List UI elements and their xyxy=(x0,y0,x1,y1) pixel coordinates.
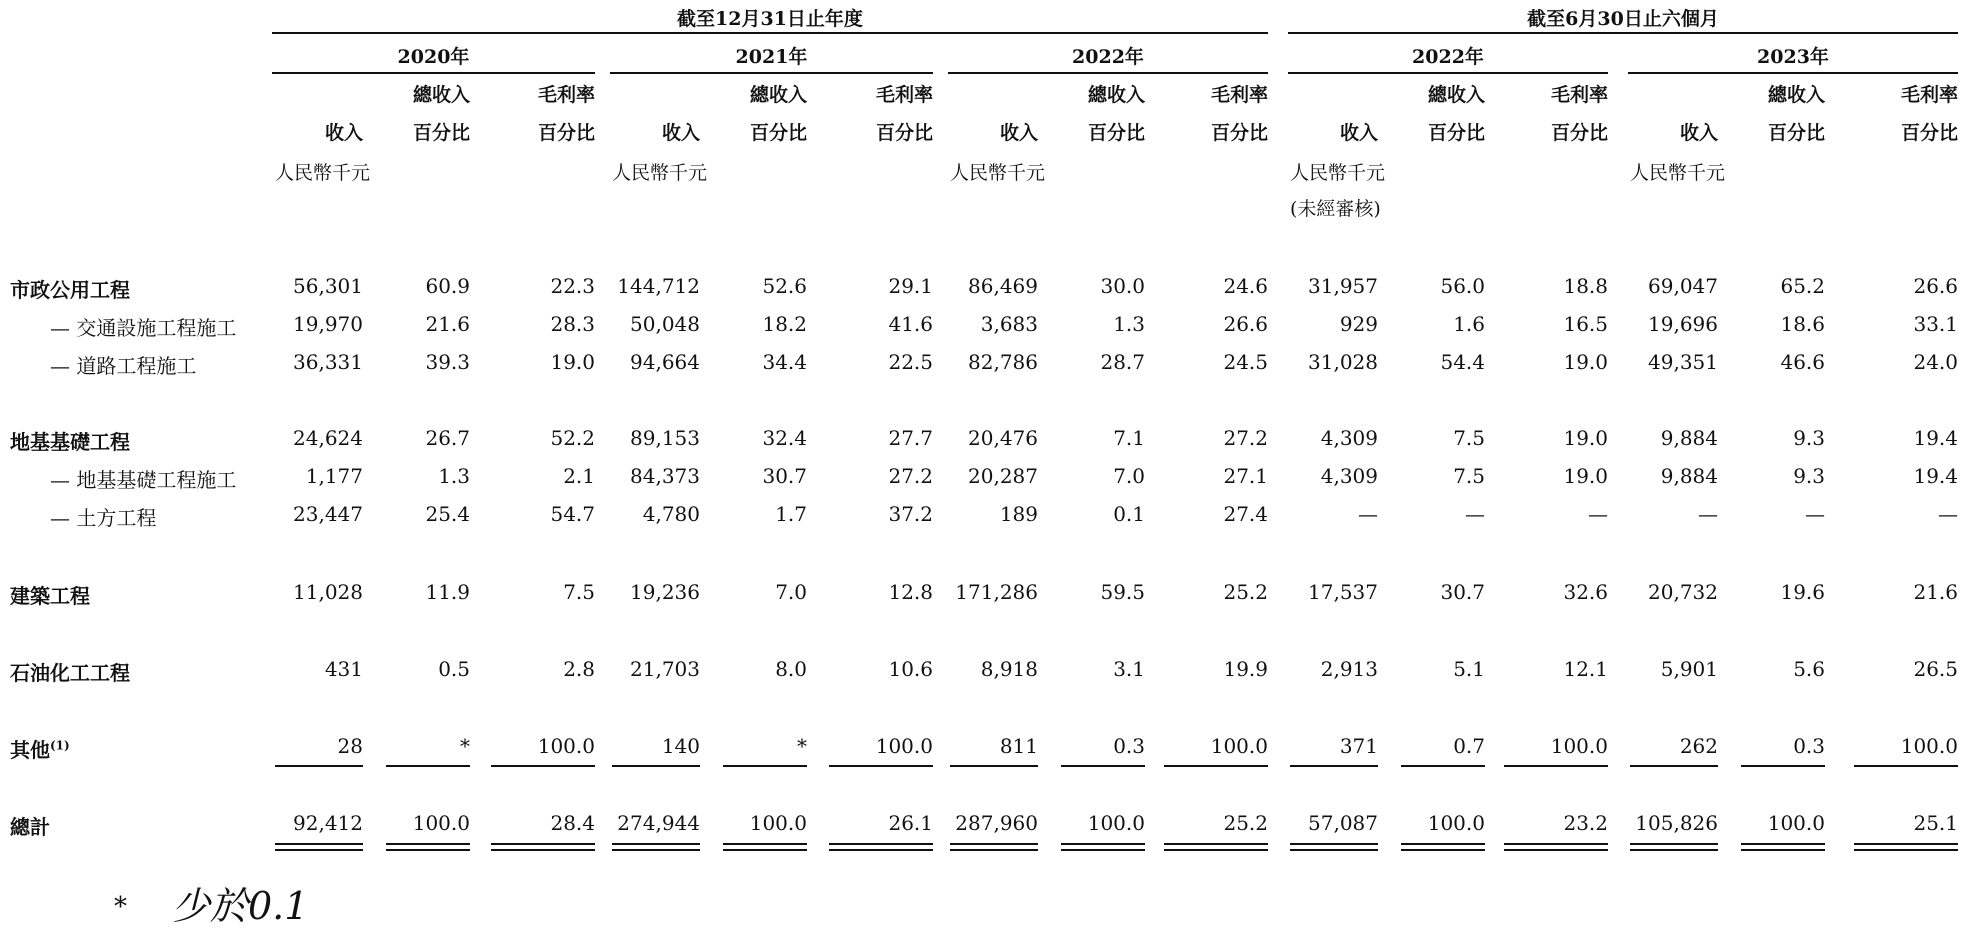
table-cell: 1,177 xyxy=(305,464,363,488)
table-cell: 4,309 xyxy=(1320,426,1378,450)
year-header-2022-interim: 2022年 xyxy=(1412,46,1484,68)
table-cell: * xyxy=(460,734,470,758)
year-rule-2023-interim xyxy=(1628,72,1958,74)
footnote-reference: (1) xyxy=(50,738,70,753)
total-double-rule xyxy=(1741,849,1825,851)
table-cell: 65.2 xyxy=(1780,274,1825,298)
row-label: — 地基基礎工程施工 xyxy=(50,468,237,492)
table-cell: 0.1 xyxy=(1113,502,1145,526)
col-header-gross-margin: 百分比 xyxy=(1210,122,1268,144)
col-header-pct-total: 百分比 xyxy=(1767,122,1825,144)
total-double-rule xyxy=(829,843,933,845)
table-cell: 371 xyxy=(1339,734,1378,758)
table-cell: 3.1 xyxy=(1113,657,1145,681)
subtotal-rule xyxy=(1741,765,1825,767)
table-cell: 94,664 xyxy=(630,350,700,374)
table-cell: 100.0 xyxy=(412,811,470,835)
table-cell: 84,373 xyxy=(630,464,700,488)
table-cell: 50,048 xyxy=(630,312,700,336)
header-rule-annual xyxy=(272,32,1268,34)
table-cell: 262 xyxy=(1679,734,1718,758)
total-double-rule xyxy=(1061,843,1145,845)
table-cell: 56,301 xyxy=(293,274,363,298)
table-cell: 0.3 xyxy=(1793,734,1825,758)
total-double-rule xyxy=(1164,849,1268,851)
footnote-symbol: * xyxy=(114,892,127,922)
subtotal-rule xyxy=(829,765,933,767)
total-double-rule xyxy=(1741,843,1825,845)
table-cell: 29.1 xyxy=(888,274,933,298)
table-cell: — xyxy=(1938,502,1958,526)
unit-label-2022-interim: 人民幣千元 xyxy=(1290,162,1386,184)
table-cell: 12.8 xyxy=(888,580,933,604)
col-header-pct-total: 百分比 xyxy=(1427,122,1485,144)
row-label: 其他$^{(1)}$ xyxy=(10,738,70,762)
table-cell: 22.3 xyxy=(550,274,595,298)
table-cell: 11,028 xyxy=(293,580,363,604)
col-header-gross-margin: 毛利率 xyxy=(1210,84,1268,106)
total-double-rule xyxy=(1164,843,1268,845)
table-cell: — xyxy=(1698,502,1718,526)
total-double-rule xyxy=(1290,849,1378,851)
table-cell: 27.4 xyxy=(1223,502,1268,526)
col-header-revenue: 收入 xyxy=(1339,122,1378,144)
table-cell: 100.0 xyxy=(875,734,933,758)
table-cell: 52.6 xyxy=(762,274,807,298)
year-header-2022: 2022年 xyxy=(1072,46,1144,68)
unit-label-2020: 人民幣千元 xyxy=(275,162,371,184)
subtotal-rule xyxy=(386,765,470,767)
table-cell: 100.0 xyxy=(1210,734,1268,758)
total-double-rule xyxy=(1290,843,1378,845)
col-header-pct-total: 百分比 xyxy=(412,122,470,144)
year-rule-2022-interim xyxy=(1288,72,1608,74)
total-double-rule xyxy=(1630,849,1718,851)
table-cell: 19.0 xyxy=(1563,350,1608,374)
table-cell: 5.1 xyxy=(1453,657,1485,681)
table-cell: 19.4 xyxy=(1913,464,1958,488)
total-double-rule xyxy=(950,843,1038,845)
table-cell: 811 xyxy=(999,734,1038,758)
table-cell: 9.3 xyxy=(1793,464,1825,488)
total-double-rule xyxy=(1401,849,1485,851)
table-cell: 5.6 xyxy=(1793,657,1825,681)
total-double-rule xyxy=(950,849,1038,851)
table-cell: 7.5 xyxy=(1453,464,1485,488)
table-cell: 100.0 xyxy=(537,734,595,758)
table-cell: 7.0 xyxy=(1113,464,1145,488)
table-cell: 274,944 xyxy=(617,811,700,835)
table-cell: 16.5 xyxy=(1563,312,1608,336)
table-cell: 7.5 xyxy=(1453,426,1485,450)
table-cell: 100.0 xyxy=(1550,734,1608,758)
year-rule-2021 xyxy=(610,72,933,74)
table-cell: 27.2 xyxy=(888,464,933,488)
table-cell: 52.2 xyxy=(550,426,595,450)
table-cell: 105,826 xyxy=(1635,811,1718,835)
col-header-gross-margin: 百分比 xyxy=(537,122,595,144)
table-cell: 24.0 xyxy=(1913,350,1958,374)
table-cell: 20,732 xyxy=(1648,580,1718,604)
table-cell: 39.3 xyxy=(425,350,470,374)
table-cell: * xyxy=(797,734,807,758)
table-cell: 19,236 xyxy=(630,580,700,604)
year-rule-2020 xyxy=(272,72,595,74)
table-cell: 82,786 xyxy=(968,350,1038,374)
period-interim-header: 截至6月30日止六個月 xyxy=(1527,8,1719,30)
table-cell: 929 xyxy=(1339,312,1378,336)
table-cell: 25.4 xyxy=(425,502,470,526)
footnote-text: 少於0.1 xyxy=(172,884,309,928)
total-double-rule xyxy=(386,849,470,851)
total-double-rule xyxy=(612,849,700,851)
table-cell: 89,153 xyxy=(630,426,700,450)
subtotal-rule xyxy=(1854,765,1958,767)
row-label: 石油化工工程 xyxy=(10,661,130,685)
table-cell: 33.1 xyxy=(1913,312,1958,336)
unit-label-2023-interim: 人民幣千元 xyxy=(1630,162,1726,184)
col-header-revenue: 收入 xyxy=(999,122,1038,144)
table-cell: 19,970 xyxy=(293,312,363,336)
table-cell: 23.2 xyxy=(1563,811,1608,835)
table-cell: 7.1 xyxy=(1113,426,1145,450)
table-cell: 100.0 xyxy=(1767,811,1825,835)
table-cell: 59.5 xyxy=(1100,580,1145,604)
table-cell: 25.2 xyxy=(1223,580,1268,604)
total-double-rule xyxy=(275,849,363,851)
table-cell: 54.7 xyxy=(550,502,595,526)
table-cell: — xyxy=(1465,502,1485,526)
table-cell: 21,703 xyxy=(630,657,700,681)
table-cell: 4,309 xyxy=(1320,464,1378,488)
col-header-pct-total: 百分比 xyxy=(1087,122,1145,144)
col-header-gross-margin: 百分比 xyxy=(1900,122,1958,144)
table-cell: 27.1 xyxy=(1223,464,1268,488)
col-header-pct-total: 總收入 xyxy=(749,84,807,106)
table-cell: 0.7 xyxy=(1453,734,1485,758)
col-header-revenue: 收入 xyxy=(1679,122,1718,144)
total-double-rule xyxy=(491,843,595,845)
table-cell: 8,918 xyxy=(980,657,1038,681)
table-cell: 287,960 xyxy=(955,811,1038,835)
table-cell: 18.2 xyxy=(762,312,807,336)
table-cell: 18.8 xyxy=(1563,274,1608,298)
subtotal-rule xyxy=(1290,765,1378,767)
table-cell: 19.0 xyxy=(550,350,595,374)
row-label: 建築工程 xyxy=(10,584,90,608)
table-cell: 49,351 xyxy=(1648,350,1718,374)
table-cell: 21.6 xyxy=(1913,580,1958,604)
table-cell: 3,683 xyxy=(980,312,1038,336)
subtotal-rule xyxy=(1630,765,1718,767)
table-cell: 1.7 xyxy=(775,502,807,526)
table-cell: 20,476 xyxy=(968,426,1038,450)
total-double-rule xyxy=(1504,843,1608,845)
total-double-rule xyxy=(1401,843,1485,845)
unit-label-2022: 人民幣千元 xyxy=(950,162,1046,184)
table-cell: 171,286 xyxy=(955,580,1038,604)
table-cell: 9,884 xyxy=(1660,464,1718,488)
row-label: — 交通設施工程施工 xyxy=(50,316,237,340)
table-cell: 46.6 xyxy=(1780,350,1825,374)
table-cell: 19.0 xyxy=(1563,426,1608,450)
table-cell: 60.9 xyxy=(425,274,470,298)
table-cell: 7.5 xyxy=(563,580,595,604)
table-cell: 2,913 xyxy=(1320,657,1378,681)
table-cell: 41.6 xyxy=(888,312,933,336)
table-cell: 30.7 xyxy=(762,464,807,488)
table-cell: 26.6 xyxy=(1913,274,1958,298)
table-cell: 100.0 xyxy=(1427,811,1485,835)
table-cell: 92,412 xyxy=(293,811,363,835)
subtotal-rule xyxy=(275,765,363,767)
col-header-gross-margin: 毛利率 xyxy=(537,84,595,106)
table-cell: 28.3 xyxy=(550,312,595,336)
subtotal-rule xyxy=(1401,765,1485,767)
table-cell: 100.0 xyxy=(1900,734,1958,758)
table-cell: 19.4 xyxy=(1913,426,1958,450)
table-cell: 10.6 xyxy=(888,657,933,681)
table-cell: 27.2 xyxy=(1223,426,1268,450)
table-cell: 144,712 xyxy=(617,274,700,298)
year-rule-2022 xyxy=(948,72,1268,74)
table-cell: — xyxy=(1805,502,1825,526)
col-header-pct-total: 總收入 xyxy=(1427,84,1485,106)
table-cell: 19.6 xyxy=(1780,580,1825,604)
table-cell: 28.4 xyxy=(550,811,595,835)
total-double-rule xyxy=(723,849,807,851)
col-header-gross-margin: 百分比 xyxy=(1550,122,1608,144)
table-cell: 5,901 xyxy=(1660,657,1718,681)
table-cell: 25.1 xyxy=(1913,811,1958,835)
table-cell: 24.5 xyxy=(1223,350,1268,374)
col-header-gross-margin: 毛利率 xyxy=(875,84,933,106)
col-header-gross-margin: 毛利率 xyxy=(1900,84,1958,106)
table-cell: 1.6 xyxy=(1453,312,1485,336)
table-cell: 57,087 xyxy=(1308,811,1378,835)
table-cell: 26.7 xyxy=(425,426,470,450)
subtotal-rule xyxy=(1504,765,1608,767)
table-cell: 189 xyxy=(999,502,1038,526)
total-double-rule xyxy=(1854,849,1958,851)
table-cell: 24,624 xyxy=(293,426,363,450)
col-header-pct-total: 總收入 xyxy=(1767,84,1825,106)
table-cell: 11.9 xyxy=(425,580,470,604)
col-header-gross-margin: 百分比 xyxy=(875,122,933,144)
table-cell: 37.2 xyxy=(888,502,933,526)
year-header-2023-interim: 2023年 xyxy=(1757,46,1829,68)
col-header-revenue: 收入 xyxy=(661,122,700,144)
table-cell: 0.3 xyxy=(1113,734,1145,758)
subtotal-rule xyxy=(950,765,1038,767)
subtotal-rule xyxy=(1061,765,1145,767)
table-cell: 26.5 xyxy=(1913,657,1958,681)
table-cell: 23,447 xyxy=(293,502,363,526)
col-header-pct-total: 總收入 xyxy=(1087,84,1145,106)
row-label: 總計 xyxy=(10,815,50,839)
table-cell: 69,047 xyxy=(1648,274,1718,298)
table-cell: 22.5 xyxy=(888,350,933,374)
table-cell: — xyxy=(1358,502,1378,526)
year-header-2020: 2020年 xyxy=(397,46,470,68)
table-cell: 1.3 xyxy=(438,464,470,488)
unaudited-label: (未經審核) xyxy=(1290,198,1381,220)
table-cell: 28.7 xyxy=(1100,350,1145,374)
total-double-rule xyxy=(1630,843,1718,845)
table-cell: 2.8 xyxy=(563,657,595,681)
table-cell: — xyxy=(1588,502,1608,526)
table-cell: 9,884 xyxy=(1660,426,1718,450)
total-double-rule xyxy=(829,849,933,851)
subtotal-rule xyxy=(1164,765,1268,767)
table-cell: 32.4 xyxy=(762,426,807,450)
row-label: 地基基礎工程 xyxy=(10,430,130,454)
table-cell: 86,469 xyxy=(968,274,1038,298)
table-cell: 140 xyxy=(661,734,700,758)
col-header-revenue: 收入 xyxy=(324,122,363,144)
table-cell: 9.3 xyxy=(1793,426,1825,450)
total-double-rule xyxy=(612,843,700,845)
total-double-rule xyxy=(1854,843,1958,845)
table-cell: 17,537 xyxy=(1308,580,1378,604)
table-cell: 30.0 xyxy=(1100,274,1145,298)
table-cell: 56.0 xyxy=(1440,274,1485,298)
year-header-2021: 2021年 xyxy=(735,46,808,68)
subtotal-rule xyxy=(612,765,700,767)
table-cell: 54.4 xyxy=(1440,350,1485,374)
table-cell: 12.1 xyxy=(1563,657,1608,681)
header-rule-interim xyxy=(1288,32,1958,34)
table-cell: 19.9 xyxy=(1223,657,1268,681)
col-header-gross-margin: 毛利率 xyxy=(1550,84,1608,106)
row-label: — 土方工程 xyxy=(50,506,157,530)
total-double-rule xyxy=(1504,849,1608,851)
table-cell: 4,780 xyxy=(642,502,700,526)
table-cell: 1.3 xyxy=(1113,312,1145,336)
table-cell: 100.0 xyxy=(1087,811,1145,835)
table-cell: 2.1 xyxy=(563,464,595,488)
table-cell: 36,331 xyxy=(293,350,363,374)
table-cell: 34.4 xyxy=(762,350,807,374)
total-double-rule xyxy=(723,843,807,845)
table-cell: 24.6 xyxy=(1223,274,1268,298)
subtotal-rule xyxy=(491,765,595,767)
total-double-rule xyxy=(386,843,470,845)
row-label: — 道路工程施工 xyxy=(50,354,197,378)
table-cell: 27.7 xyxy=(888,426,933,450)
col-header-pct-total: 百分比 xyxy=(749,122,807,144)
col-header-pct-total: 總收入 xyxy=(412,84,470,106)
table-cell: 19,696 xyxy=(1648,312,1718,336)
table-cell: 25.2 xyxy=(1223,811,1268,835)
table-cell: 20,287 xyxy=(968,464,1038,488)
table-cell: 7.0 xyxy=(775,580,807,604)
total-double-rule xyxy=(1061,849,1145,851)
table-cell: 30.7 xyxy=(1440,580,1485,604)
table-cell: 31,028 xyxy=(1308,350,1378,374)
table-cell: 26.6 xyxy=(1223,312,1268,336)
total-double-rule xyxy=(275,843,363,845)
table-cell: 8.0 xyxy=(775,657,807,681)
unit-label-2021: 人民幣千元 xyxy=(612,162,708,184)
total-double-rule xyxy=(491,849,595,851)
table-cell: 18.6 xyxy=(1780,312,1825,336)
table-cell: 28 xyxy=(337,734,363,758)
period-annual-header: 截至12月31日止年度 xyxy=(677,8,863,30)
table-cell: 0.5 xyxy=(438,657,470,681)
table-cell: 32.6 xyxy=(1563,580,1608,604)
table-cell: 100.0 xyxy=(749,811,807,835)
row-label: 市政公用工程 xyxy=(10,278,130,302)
subtotal-rule xyxy=(723,765,807,767)
table-cell: 31,957 xyxy=(1308,274,1378,298)
table-cell: 21.6 xyxy=(425,312,470,336)
table-cell: 19.0 xyxy=(1563,464,1608,488)
table-cell: 26.1 xyxy=(888,811,933,835)
table-cell: 431 xyxy=(324,657,363,681)
